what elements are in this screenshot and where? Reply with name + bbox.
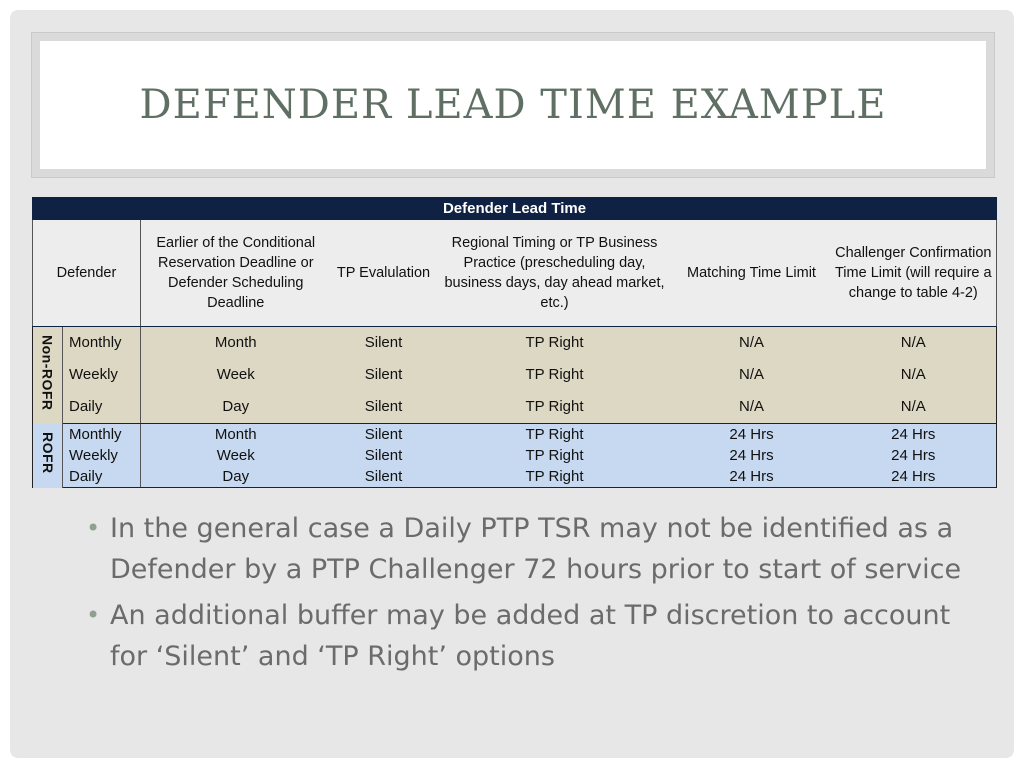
group-label-text: Non-ROFR: [39, 334, 56, 411]
group-label-non-rofr: [33, 327, 63, 424]
cell-tp-evaluation: Silent: [331, 445, 437, 466]
cell-matching-time-limit: N/A: [673, 327, 831, 360]
table-row: [33, 445, 997, 466]
cell-defender: Daily: [63, 466, 141, 488]
table-row: [33, 327, 997, 360]
cell-regional-timing: TP Right: [437, 466, 673, 488]
cell-challenger-confirmation: N/A: [831, 359, 997, 391]
bullet-icon: •: [86, 514, 101, 542]
cell-challenger-confirmation: 24 Hrs: [831, 445, 997, 466]
defender-lead-time-table: [32, 197, 997, 488]
table-banner-row: [33, 198, 997, 220]
bullet-icon: •: [86, 601, 101, 629]
table-row: [33, 359, 997, 391]
cell-deadline: Day: [141, 466, 331, 488]
title-frame: [31, 32, 995, 178]
header-challenger-confirmation: Challenger Confirmation Time Limit (will require a change to table 4-2): [831, 220, 997, 327]
cell-challenger-confirmation: N/A: [831, 391, 997, 424]
cell-defender: Monthly: [63, 424, 141, 446]
cell-regional-timing: TP Right: [437, 445, 673, 466]
bullet-list: [86, 508, 986, 682]
cell-defender: Daily: [63, 391, 141, 424]
cell-tp-evaluation: Silent: [331, 466, 437, 488]
table-row: [33, 466, 997, 488]
cell-deadline: Month: [141, 424, 331, 446]
cell-matching-time-limit: N/A: [673, 391, 831, 424]
group-label-text: ROFR: [40, 431, 56, 474]
table-row: [33, 424, 997, 446]
bullet-item: [86, 595, 986, 677]
cell-regional-timing: TP Right: [437, 424, 673, 446]
cell-tp-evaluation: Silent: [331, 327, 437, 360]
bullet-text: In the general case a Daily PTP TSR may not be identified as a Defender by a PTP Challenger 72 hours prior to start of service: [110, 513, 962, 585]
bullet-item: [86, 508, 986, 590]
cell-defender: Weekly: [63, 445, 141, 466]
cell-matching-time-limit: 24 Hrs: [673, 466, 831, 488]
cell-challenger-confirmation: 24 Hrs: [831, 466, 997, 488]
cell-matching-time-limit: N/A: [673, 359, 831, 391]
cell-challenger-confirmation: N/A: [831, 327, 997, 360]
cell-deadline: Day: [141, 391, 331, 424]
cell-challenger-confirmation: 24 Hrs: [831, 424, 997, 446]
group-label-rofr: [33, 424, 63, 488]
bullet-text: An additional buffer may be added at TP discretion to account for ‘Silent’ and ‘TP Right’ options: [110, 600, 951, 672]
cell-tp-evaluation: Silent: [331, 391, 437, 424]
title-box: [40, 41, 986, 169]
table-row: [33, 391, 997, 424]
table-header-row: [33, 220, 997, 327]
cell-deadline: Month: [141, 327, 331, 360]
cell-deadline: Week: [141, 445, 331, 466]
cell-tp-evaluation: Silent: [331, 424, 437, 446]
cell-matching-time-limit: 24 Hrs: [673, 424, 831, 446]
cell-regional-timing: TP Right: [437, 359, 673, 391]
cell-defender: Weekly: [63, 359, 141, 391]
cell-matching-time-limit: 24 Hrs: [673, 445, 831, 466]
cell-regional-timing: TP Right: [437, 391, 673, 424]
cell-tp-evaluation: Silent: [331, 359, 437, 391]
header-defender: Defender: [33, 220, 141, 327]
header-deadline: Earlier of the Conditional Reservation Deadline or Defender Scheduling Deadline: [141, 220, 331, 327]
header-regional-timing: Regional Timing or TP Business Practice (prescheduling day, business days, day ahead market, etc.): [437, 220, 673, 327]
header-tp-evaluation: TP Evalulation: [331, 220, 437, 327]
cell-defender: Monthly: [63, 327, 141, 360]
cell-regional-timing: TP Right: [437, 327, 673, 360]
header-matching-time-limit: Matching Time Limit: [673, 220, 831, 327]
table-banner: Defender Lead Time: [33, 198, 997, 220]
slide-title: DEFENDER LEAD TIME EXAMPLE: [139, 82, 887, 128]
cell-deadline: Week: [141, 359, 331, 391]
slide: [10, 10, 1014, 758]
